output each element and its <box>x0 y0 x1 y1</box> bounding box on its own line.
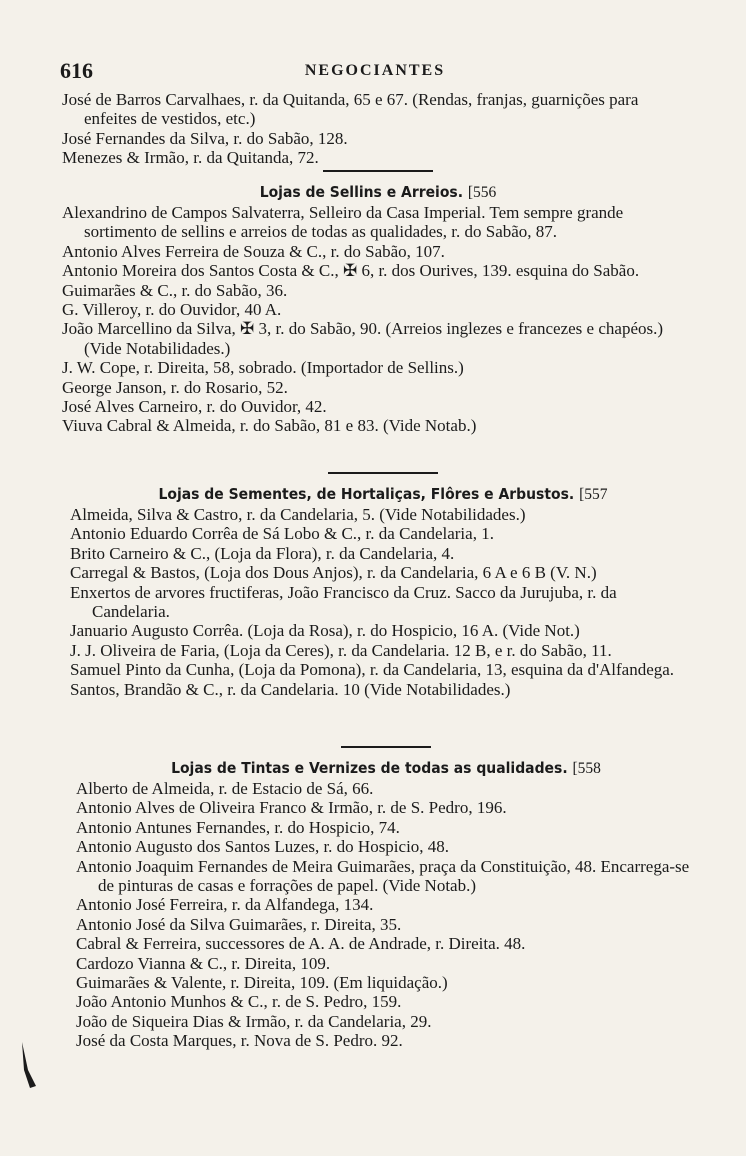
list-item: Antonio José Ferreira, r. da Alfandega, 134. <box>76 895 374 915</box>
list-item: João Marcellino da Silva, ✠ 3, r. do Sabão, 90. (Arreios inglezes e francezes e chapéos.) (Vide Notabilidades.) <box>62 319 664 358</box>
list-item: Carregal & Bastos, (Loja dos Dous Anjos), r. da Candelaria, 6 A e 6 B (V. N.) <box>70 563 597 583</box>
section-title-text: Lojas de Sellins e Arreios. <box>259 183 463 201</box>
section-divider <box>328 472 438 474</box>
list-item: Guimarães & Valente, r. Direita, 109. (Em liquidação.) <box>76 973 448 993</box>
section-number: [556 <box>467 184 497 201</box>
list-item: Antonio Moreira dos Santos Costa & C., ✠ 6, r. dos Ourives, 139. esquina do Sabão. <box>62 261 640 281</box>
list-item: Cabral & Ferreira, successores de A. A. de Andrade, r. Direita. 48. <box>76 934 526 954</box>
list-item: George Janson, r. do Rosario, 52. <box>62 377 288 397</box>
section-title-text: Lojas de Sementes, de Hortaliças, Flôres e Arbustos. <box>158 485 575 503</box>
list-item: Viuva Cabral & Almeida, r. do Sabão, 81 e 83. (Vide Notab.) <box>62 416 477 436</box>
list-item: J. W. Cope, r. Direita, 58, sobrado. (Importador de Sellins.) <box>62 358 464 378</box>
list-item: Enxertos de arvores fructiferas, João Francisco da Cruz. Sacco da Jurujuba, r. da Candelaria. <box>70 582 617 622</box>
section-divider <box>341 746 431 748</box>
list-item: J. J. Oliveira de Faria, (Loja da Ceres), r. da Candelaria. 12 B, e r. do Sabão, 11. <box>70 640 612 660</box>
running-title: NEGOCIANTES <box>304 62 446 79</box>
section-sementes <box>70 472 696 699</box>
list-item: Antonio Antunes Fernandes, r. do Hospicio, 74. <box>76 817 400 837</box>
section-number: [557 <box>579 486 608 503</box>
list-item: Samuel Pinto da Cunha, (Loja da Pomona), r. da Candelaria, 13, esquina da d'Alfandega. <box>70 660 675 680</box>
list-item: Guimarães & C., r. do Sabão, 36. <box>62 280 288 300</box>
list-item: José Fernandes da Silva, r. do Sabão, 128. <box>62 128 348 148</box>
page-header <box>60 58 690 86</box>
list-item: Antonio Eduardo Corrêa de Sá Lobo & C., r. da Candelaria, 1. <box>70 524 494 544</box>
list-item: G. Villeroy, r. do Ouvidor, 40 A. <box>62 300 282 320</box>
section-title <box>70 484 696 505</box>
list-item: Almeida, Silva & Castro, r. da Candelaria, 5. (Vide Notabilidades.) <box>70 505 526 524</box>
list-item: João de Siqueira Dias & Irmão, r. da Candelaria, 29. <box>76 1011 432 1031</box>
section-tintas <box>76 746 696 1051</box>
list-item: Brito Carneiro & C., (Loja da Flora), r. da Candelaria, 4. <box>70 543 455 563</box>
section-title <box>62 182 694 203</box>
section-number: [558 <box>572 760 601 777</box>
list-item: Antonio Joaquim Fernandes de Meira Guimarães, praça da Constituição, 48. Encarrega-se de pinturas de casas e forrações de papel. (Vide Notab.) <box>76 856 690 896</box>
section-title <box>76 758 696 779</box>
list-item: João Antonio Munhos & C., r. de S. Pedro, 159. <box>76 992 402 1012</box>
list-item: José Alves Carneiro, r. do Ouvidor, 42. <box>62 397 327 417</box>
list-item: Antonio Alves Ferreira de Souza & C., r. do Sabão, 107. <box>62 241 445 261</box>
list-item: Santos, Brandão & C., r. da Candelaria. 10 (Vide Notabilidades.) <box>70 679 511 699</box>
section-sellins <box>62 170 694 436</box>
top-entries <box>62 90 694 168</box>
list-item: Cardozo Vianna & C., r. Direita, 109. <box>76 953 331 973</box>
list-item: José de Barros Carvalhaes, r. da Quitanda, 65 e 67. (Rendas, franjas, guarnições para enfeites de vestidos, etc.) <box>62 90 639 129</box>
list-item: José da Costa Marques, r. Nova de S. Pedro. 92. <box>76 1031 403 1051</box>
section-divider <box>323 170 433 172</box>
list-item: Alexandrino de Campos Salvaterra, Selleiro da Casa Imperial. Tem sempre grande sortimento de sellins e arreios de todas as qualidades, r. do Sabão, 87. <box>62 203 624 242</box>
list-item: Januario Augusto Corrêa. (Loja da Rosa), r. do Hospicio, 16 A. (Vide Not.) <box>70 621 580 641</box>
list-item: Menezes & Irmão, r. da Quitanda, 72. <box>62 148 319 168</box>
section-title-text: Lojas de Tintas e Vernizes de todas as qualidades. <box>171 759 568 777</box>
list-item: Antonio José da Silva Guimarães, r. Direita, 35. <box>76 914 402 934</box>
margin-ink-mark <box>18 1040 42 1090</box>
list-item: Alberto de Almeida, r. de Estacio de Sá, 66. <box>76 779 374 798</box>
list-item: Antonio Alves de Oliveira Franco & Irmão, r. de S. Pedro, 196. <box>76 798 507 818</box>
list-item: Antonio Augusto dos Santos Luzes, r. do Hospicio, 48. <box>76 837 450 857</box>
page-number: 616 <box>60 58 93 83</box>
